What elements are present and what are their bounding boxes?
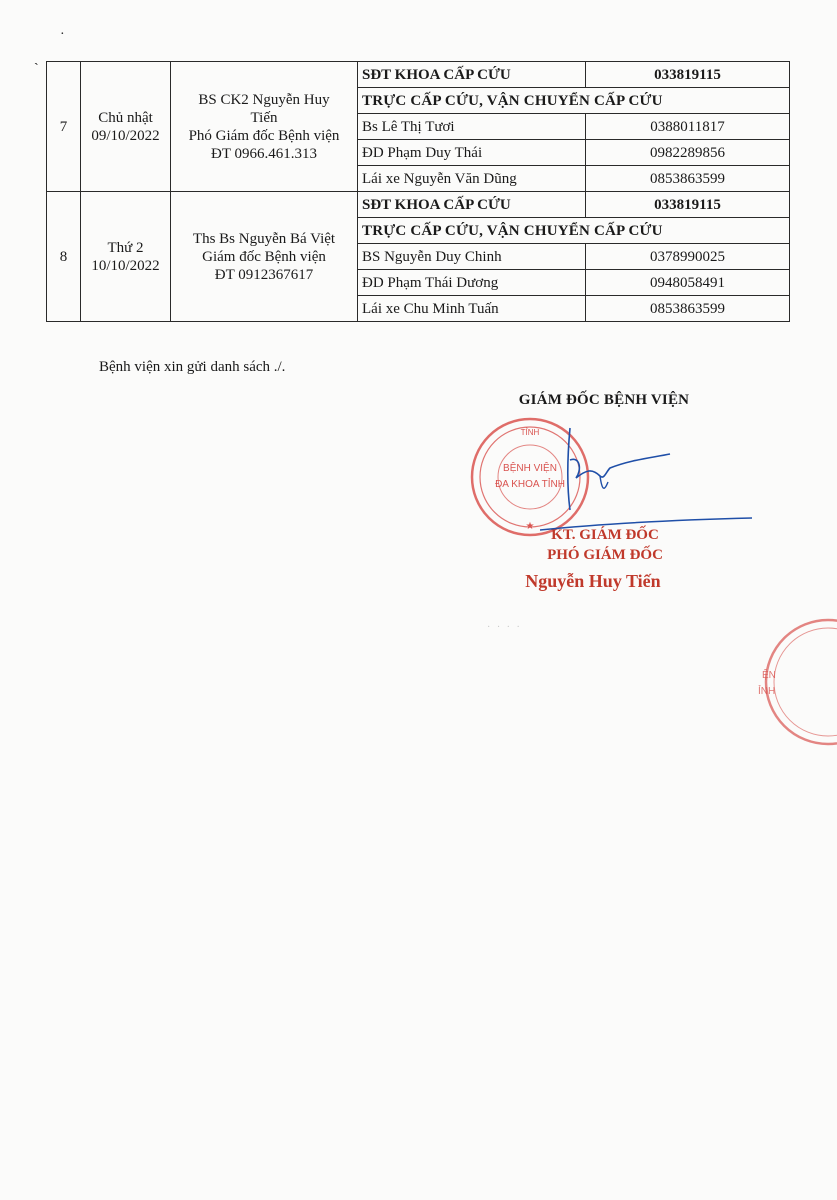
leader-name: Ths Bs Nguyễn Bá Việt — [192, 230, 336, 247]
leader-role: Phó Giám đốc Bệnh viện — [188, 127, 340, 144]
leader-role: Giám đốc Bệnh viện — [202, 248, 326, 265]
row-number: 7 — [47, 62, 81, 192]
closing-text: Bệnh viện xin gửi danh sách ./. — [99, 359, 286, 375]
staff-phone: 0853863599 — [586, 166, 790, 192]
table-row — [47, 62, 790, 88]
leader-cell — [171, 192, 358, 322]
svg-text:ỈNH: ỈNH — [758, 686, 776, 697]
hotline-label: SĐT KHOA CẤP CỨU — [358, 62, 586, 88]
hotline-label: SĐT KHOA CẤP CỨU — [358, 192, 586, 218]
leader-phone: ĐT 0966.461.313 — [211, 145, 317, 162]
duty-header: TRỰC CẤP CỨU, VẬN CHUYỂN CẤP CỨU — [358, 218, 790, 244]
partial-stamp — [718, 612, 837, 752]
staff-phone: 0948058491 — [586, 270, 790, 296]
leader-name: BS CK2 Nguyễn Huy — [198, 91, 330, 108]
staff-name: Lái xe Nguyễn Văn Dũng — [358, 166, 586, 192]
staff-name: Lái xe Chu Minh Tuấn — [358, 296, 586, 322]
duty-header: TRỰC CẤP CỨU, VẬN CHUYỂN CẤP CỨU — [358, 88, 790, 114]
staff-phone: 0982289856 — [586, 140, 790, 166]
duty-schedule-table — [46, 61, 790, 322]
stamp-line2: ĐA KHOA TỈNH — [495, 479, 565, 490]
leader-phone: ĐT 0912367617 — [214, 266, 314, 283]
faint-mark: · · · · — [487, 622, 522, 633]
leader-cell — [171, 62, 358, 192]
staff-name: Bs Lê Thị Tươi — [358, 114, 586, 140]
handwritten-signature — [540, 420, 770, 550]
staff-phone: 0853863599 — [586, 296, 790, 322]
duty-date-cell — [81, 192, 171, 322]
day-name: Thứ 2 — [107, 239, 144, 256]
svg-text:ỆN: ỆN — [762, 670, 776, 681]
duty-date-cell — [81, 62, 171, 192]
stray-mark: · — [60, 27, 65, 42]
hotline-number: 033819115 — [586, 192, 790, 218]
signer-title: GIÁM ĐỐC BỆNH VIỆN — [518, 392, 690, 408]
signer-kt: KT. GIÁM ĐỐC — [551, 527, 659, 543]
signer-name: Nguyễn Huy Tiến — [525, 571, 661, 591]
hotline-number: 033819115 — [586, 62, 790, 88]
stray-mark: ˏ — [34, 51, 39, 66]
staff-name: ĐD Phạm Duy Thái — [358, 140, 586, 166]
staff-name: ĐD Phạm Thái Dương — [358, 270, 586, 296]
staff-phone: 0378990025 — [586, 244, 790, 270]
row-number: 8 — [47, 192, 81, 322]
svg-text:★: ★ — [525, 521, 535, 532]
staff-phone: 0388011817 — [586, 114, 790, 140]
stamp-top-text: TỈNH — [520, 428, 540, 437]
duty-date: 09/10/2022 — [91, 127, 160, 144]
stamp-line1: BỆNH VIỆN — [503, 463, 557, 474]
signer-deputy: PHÓ GIÁM ĐỐC — [547, 547, 663, 563]
table-row — [47, 192, 790, 218]
day-name: Chủ nhật — [98, 109, 153, 126]
leader-name-cont: Tiến — [250, 109, 278, 126]
duty-date: 10/10/2022 — [91, 257, 160, 274]
staff-name: BS Nguyễn Duy Chinh — [358, 244, 586, 270]
